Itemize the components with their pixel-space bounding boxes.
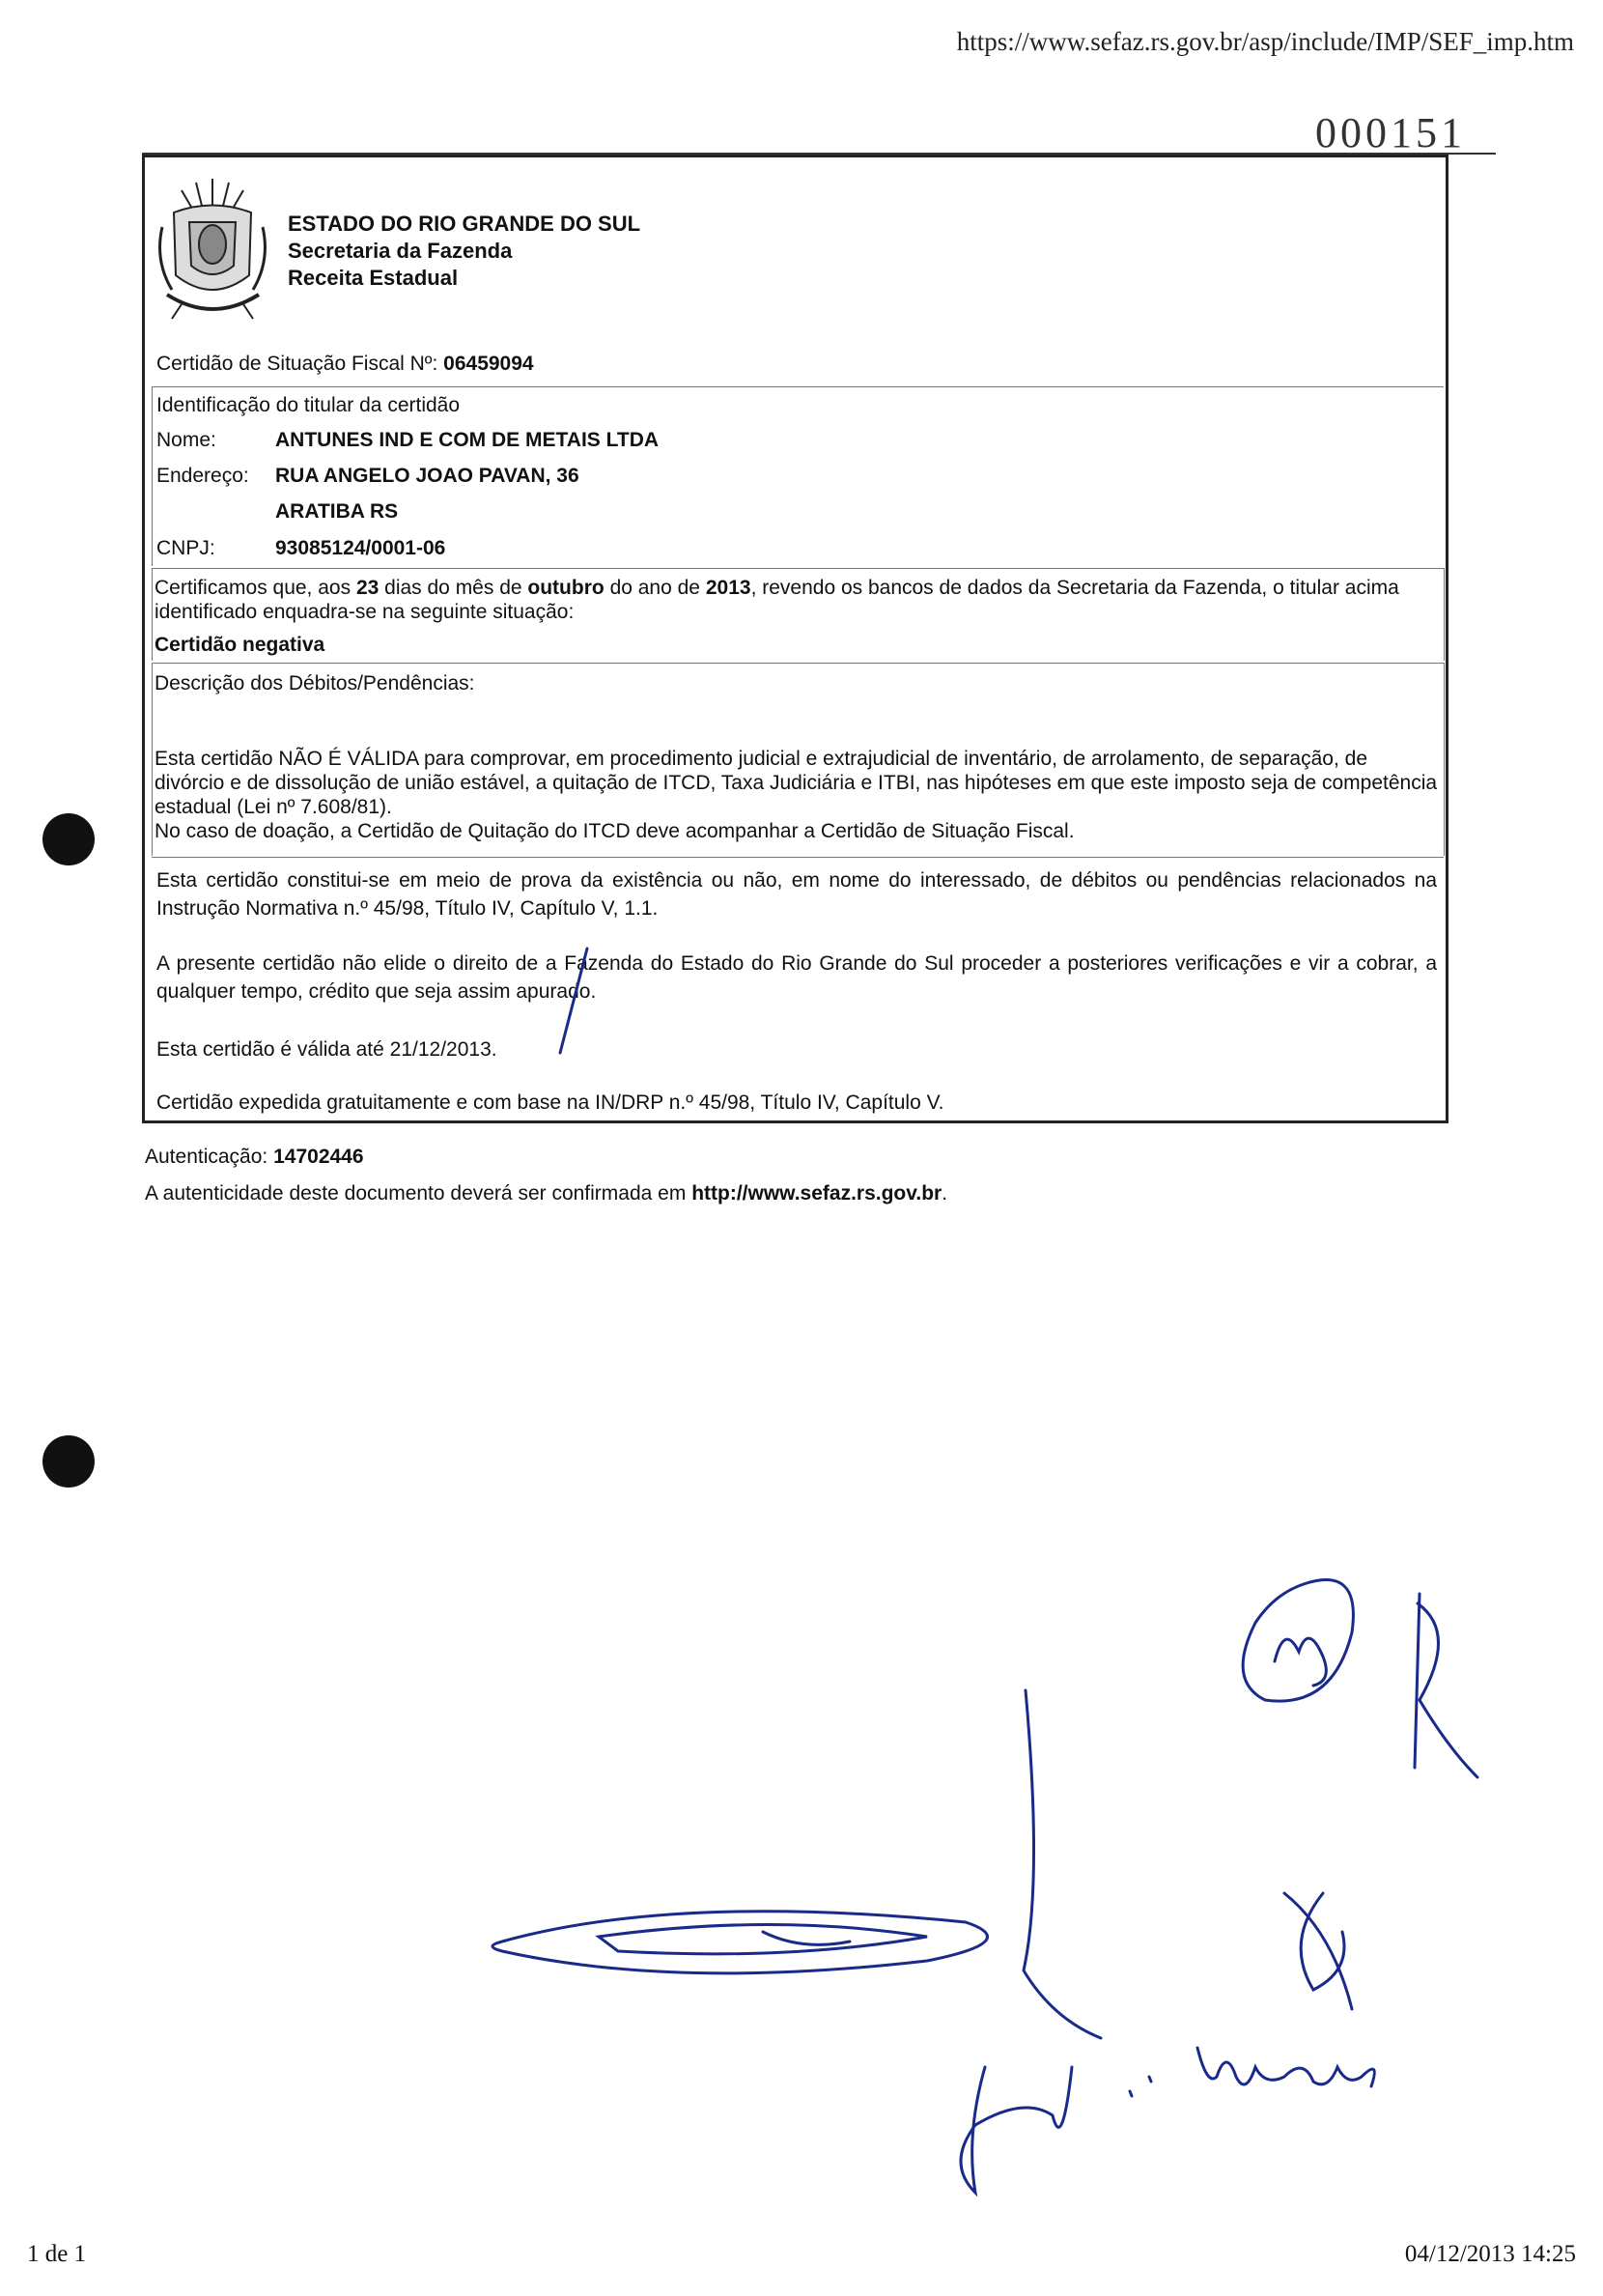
certify-text-2: dias do mês de xyxy=(384,577,522,599)
cursive-mark xyxy=(961,2067,1072,2193)
stamp-number: 000151 xyxy=(1315,109,1466,156)
holder-section-title: Identificação do titular da certidão xyxy=(156,394,461,416)
vertical-stroke xyxy=(1024,1690,1101,2038)
issuer-revenue: Receita Estadual xyxy=(288,266,459,290)
authenticity-link[interactable]: http://www.sefaz.rs.gov.br xyxy=(691,1182,942,1205)
authenticity-suffix: . xyxy=(942,1182,948,1205)
authenticity-text: A autenticidade deste documento deverá ser confirmada em xyxy=(145,1182,687,1205)
certificate-status: Certidão negativa xyxy=(155,634,325,656)
proof-paragraph: Esta certidão constitui-se em meio de prova da existência ou não, em nome do interessado, de débitos ou pendências relacionados na Instrução Normativa n.º 45/98, Título IV, Capítulo V, 1.1. xyxy=(156,869,1437,920)
validity-notice-line1: Esta certidão NÃO É VÁLIDA para comprovar, em procedimento judicial e extrajudicial de inventário, de arrolamento, de separação, de divórcio e de dissolução de união estável, a quitação de ITCD, Taxa Judiciária e ITBI, nas hipóteses em que este imposto seja de competência estadual (Lei nº 7.608/81). xyxy=(155,748,1438,818)
cnpj-label: CNPJ: xyxy=(156,537,215,559)
cross-mark xyxy=(1284,1893,1352,2009)
name-label: Nome: xyxy=(156,429,216,451)
browser-url: https://www.sefaz.rs.gov.br/asp/include/IMP/SEF_imp.htm xyxy=(956,27,1574,56)
issuer-state: ESTADO DO RIO GRANDE DO SUL xyxy=(288,212,641,236)
print-datetime: 04/12/2013 14:25 xyxy=(1404,2241,1576,2267)
certify-month: outubro xyxy=(527,577,605,599)
no-waiver-paragraph: A presente certidão não elide o direito de a Fazenda do Estado do Rio Grande do Sul proceder a posteriores verificações e vir a cobrar, a qualquer tempo, crédito que seja assim apurado. xyxy=(156,952,1437,1003)
certificate-number-label: Certidão de Situação Fiscal Nº: xyxy=(156,353,438,375)
holder-cnpj: 93085124/0001-06 xyxy=(275,537,446,559)
holder-address-line1: RUA ANGELO JOAO PAVAN, 36 xyxy=(275,465,579,487)
page-count: 1 de 1 xyxy=(27,2241,87,2267)
certify-text-3: do ano de xyxy=(609,577,700,599)
pen-strokes xyxy=(492,949,1477,2193)
certify-year: 2013 xyxy=(705,577,751,599)
check-stroke xyxy=(560,949,587,1053)
debts-title: Descrição dos Débitos/Pendências: xyxy=(155,672,475,694)
certificate-number: 06459094 xyxy=(443,353,534,375)
issuer-department: Secretaria da Fazenda xyxy=(288,239,513,263)
initial-r xyxy=(1415,1594,1477,1777)
signature-mario xyxy=(1197,2048,1374,2086)
authentication-code: 14702446 xyxy=(273,1146,364,1168)
valid-until-paragraph: Esta certidão é válida até 21/12/2013. xyxy=(156,1038,497,1061)
validity-notice-line2: No caso de doação, a Certidão de Quitação do ITCD deve acompanhar a Certidão de Situação Fiscal. xyxy=(155,820,1075,842)
oval-signature xyxy=(492,1912,988,1973)
certify-text-4: , revendo os bancos de dados da Secretaria da Fazenda, o titular acima identificado enquadra-se na seguinte situação: xyxy=(155,577,1399,623)
certify-text-1: Certificamos que, aos xyxy=(155,577,352,599)
certify-day: 23 xyxy=(355,577,380,599)
circled-initial xyxy=(1243,1580,1353,1702)
issued-paragraph: Certidão expedida gratuitamente e com base na IN/DRP n.º 45/98, Título IV, Capítulo V. xyxy=(156,1091,944,1114)
holder-name: ANTUNES IND E COM DE METAIS LTDA xyxy=(275,429,660,451)
address-label: Endereço: xyxy=(156,465,249,487)
authentication-label: Autenticação: xyxy=(145,1146,268,1168)
holder-address-line2: ARATIBA RS xyxy=(275,500,399,523)
